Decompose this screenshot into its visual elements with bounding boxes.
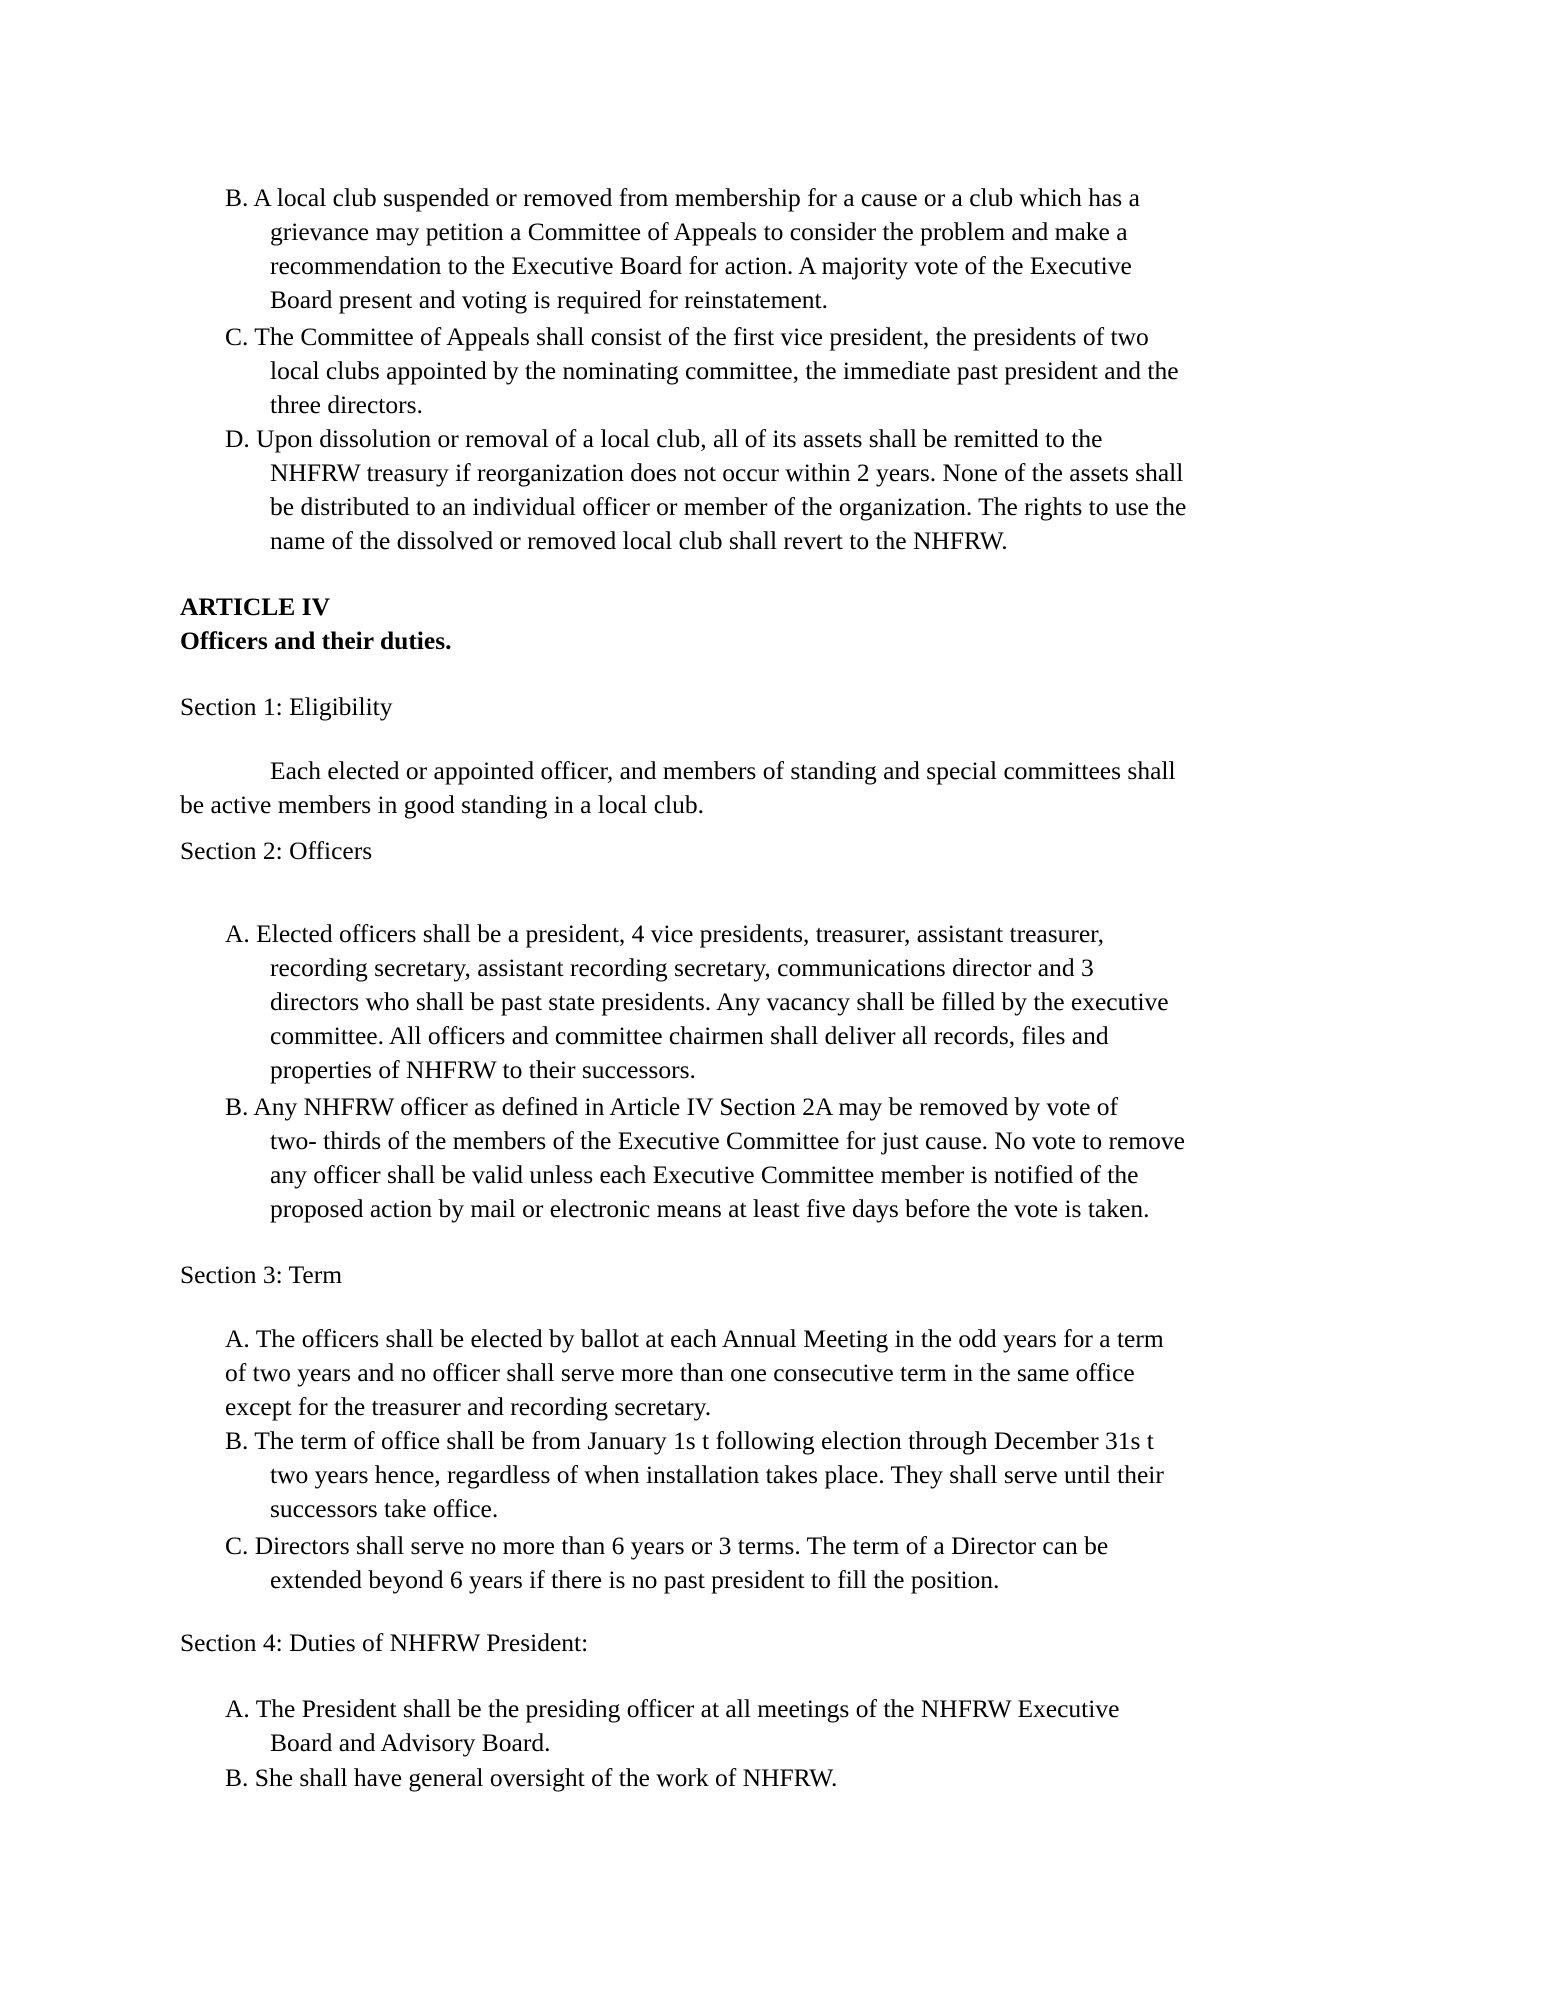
text-line: Board present and voting is required for reinstatement.: [270, 285, 828, 314]
text-line: Each elected or appointed officer, and members of standing and special committees shall: [270, 756, 1176, 785]
text-line: committee. All officers and committee chairmen shall deliver all records, files and: [270, 1021, 1109, 1050]
text-line: Section 1: Eligibility: [180, 692, 393, 721]
text-line: grievance may petition a Committee of Appeals to consider the problem and make a: [270, 217, 1128, 246]
text-line: of two years and no officer shall serve more than one consecutive term in the same office: [225, 1358, 1135, 1387]
text-line: be distributed to an individual officer or member of the organization. The rights to use the: [270, 492, 1187, 521]
text-line: B. She shall have general oversight of the work of NHFRW.: [225, 1763, 838, 1792]
text-line: recommendation to the Executive Board for action. A majority vote of the Executive: [270, 251, 1132, 280]
text-line: proposed action by mail or electronic means at least five days before the vote is taken.: [270, 1194, 1150, 1223]
text-line: C. Directors shall serve no more than 6 years or 3 terms. The term of a Director can be: [225, 1531, 1109, 1560]
text-line: C. The Committee of Appeals shall consist of the first vice president, the presidents of two: [225, 322, 1149, 351]
text-line: Section 4: Duties of NHFRW President:: [180, 1628, 589, 1657]
text-line: successors take office.: [270, 1494, 499, 1523]
text-line: A. Elected officers shall be a president, 4 vice presidents, treasurer, assistant treasurer,: [225, 919, 1105, 948]
text-line: any officer shall be valid unless each Executive Committee member is notified of the: [270, 1160, 1139, 1189]
text-line: D. Upon dissolution or removal of a local club, all of its assets shall be remitted to the: [225, 424, 1103, 453]
text-line: A. The President shall be the presiding officer at all meetings of the NHFRW Executive: [225, 1694, 1120, 1723]
text-line: two years hence, regardless of when installation takes place. They shall serve until their: [270, 1460, 1164, 1489]
text-line: name of the dissolved or removed local club shall revert to the NHFRW.: [270, 526, 1008, 555]
text-line: Officers and their duties.: [180, 626, 452, 655]
text-line: Section 3: Term: [180, 1260, 343, 1289]
text-line: be active members in good standing in a local club.: [180, 790, 705, 819]
text-line: Board and Advisory Board.: [270, 1728, 551, 1757]
text-line: local clubs appointed by the nominating committee, the immediate past president and the: [270, 356, 1179, 385]
text-line: two- thirds of the members of the Executive Committee for just cause. No vote to remove: [270, 1126, 1185, 1155]
text-line: Section 2: Officers: [180, 836, 373, 865]
text-line: three directors.: [270, 390, 423, 419]
text-line: A. The officers shall be elected by ballot at each Annual Meeting in the odd years for a term: [225, 1324, 1164, 1353]
text-line: except for the treasurer and recording secretary.: [225, 1392, 712, 1421]
text-line: directors who shall be past state presidents. Any vacancy shall be filled by the executive: [270, 987, 1169, 1016]
text-line: B. The term of office shall be from January 1s t following election through December 31s t: [225, 1426, 1154, 1455]
text-line: recording secretary, assistant recording secretary, communications director and 3: [270, 953, 1094, 982]
text-line: properties of NHFRW to their successors.: [270, 1055, 696, 1084]
text-line: NHFRW treasury if reorganization does not occur within 2 years. None of the assets shall: [270, 458, 1184, 487]
text-line: extended beyond 6 years if there is no past president to fill the position.: [270, 1565, 1000, 1594]
text-line: B. Any NHFRW officer as defined in Article IV Section 2A may be removed by vote of: [225, 1092, 1119, 1121]
text-line: ARTICLE IV: [180, 592, 331, 621]
text-line: B. A local club suspended or removed from membership for a cause or a club which has a: [225, 183, 1140, 212]
